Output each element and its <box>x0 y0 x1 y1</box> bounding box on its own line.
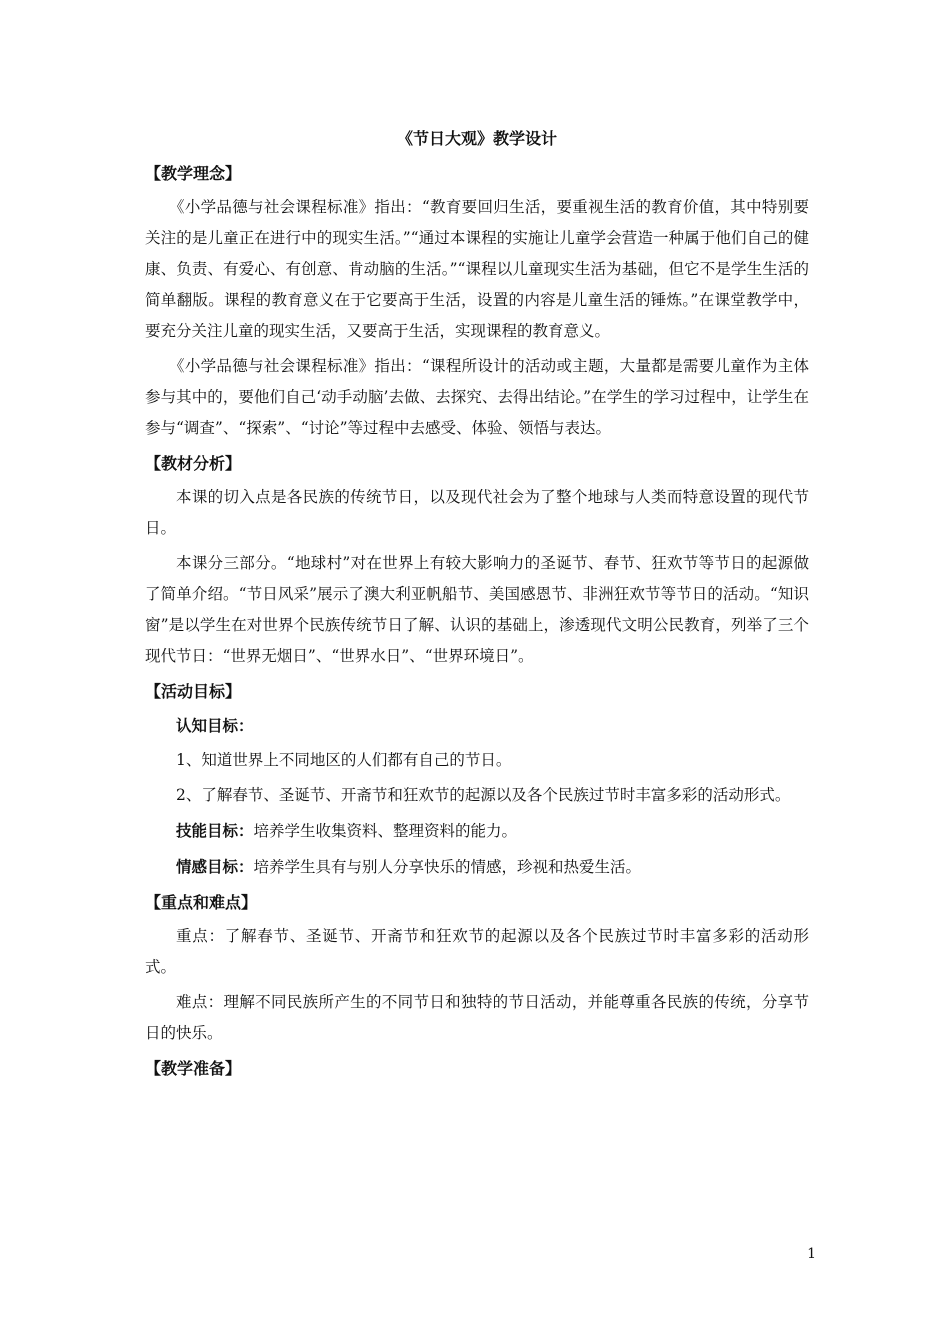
skill-goal-text: 培养学生收集资料、整理资料的能力。 <box>253 822 518 840</box>
cognitive-goal-item-2: 2、了解春节、圣诞节、开斋节和狂欢节的起源以及各个民族过节时丰富多彩的活动形式。 <box>176 786 791 804</box>
section-heading-philosophy: 【教学理念】 <box>145 164 242 183</box>
section-heading-analysis: 【教材分析】 <box>145 454 242 473</box>
analysis-paragraph-1: 本课的切入点是各民族的传统节日，以及现代社会为了整个地球与人类而特意设置的现代节日。 <box>145 488 809 537</box>
cognitive-goal-item-1: 1、知道世界上不同地区的人们都有自己的节日。 <box>176 751 512 769</box>
document-title: 《节日大观》教学设计 <box>396 129 557 148</box>
focus-difficulty: 难点：理解不同民族所产生的不同节日和独特的节日活动，并能尊重各民族的传统，分享节日的快乐。 <box>145 993 809 1042</box>
analysis-paragraph-2: 本课分三部分。“地球村”对在世界上有较大影响力的圣诞节、春节、狂欢节等节日的起源做了简单介绍。“节日风采”展示了澳大利亚帆船节、美国感恩节、非洲狂欢节等节日的活动。“知识窗”是以学生在对世界个民族传统节日了解、认识的基础上，渗透现代文明公民教育，列举了三个现代节日：“世界无烟日”、“世界水日”、“世界环境日”。 <box>145 554 809 665</box>
emotion-goal <box>145 851 809 883</box>
section-heading-goals: 【活动目标】 <box>145 682 242 701</box>
emotion-goal-label: 情感目标： <box>176 857 254 876</box>
document-body <box>145 124 809 1087</box>
focus-key-point: 重点：了解春节、圣诞节、开斋节和狂欢节的起源以及各个民族过节时丰富多彩的活动形式。 <box>145 927 809 976</box>
philosophy-paragraph-1: 《小学品德与社会课程标准》指出：“教育要回归生活，要重视生活的教育价值，其中特别要关注的是儿童正在进行中的现实生活。”“通过本课程的实施让儿童学会营造一种属于他们自己的健康、负责、有爱心、有创意、肯动脑的生活。”“课程以儿童现实生活为基础，但它不是学生生活的简单翻版。课程的教育意义在于它要高于生活，设置的内容是儿童生活的锤炼。”在课堂教学中，要充分关注儿童的现实生活，又要高于生活，实现课程的教育意义。 <box>145 198 809 340</box>
section-heading-preparation: 【教学准备】 <box>145 1059 242 1078</box>
emotion-goal-text: 培养学生具有与别人分享快乐的情感，珍视和热爱生活。 <box>253 858 642 876</box>
cognitive-goals-label: 认知目标： <box>176 716 254 735</box>
skill-goal <box>145 815 809 847</box>
page-number: 1 <box>807 1246 816 1262</box>
skill-goal-label: 技能目标： <box>176 821 254 840</box>
philosophy-paragraph-2: 《小学品德与社会课程标准》指出：“课程所设计的活动或主题，大量都是需要儿童作为主体参与其中的，要他们自己‘动手动脑’去做、去探究、去得出结论。”在学生的学习过程中，让学生在参与“调查”、“探索”、“讨论”等过程中去感受、体验、领悟与表达。 <box>145 357 809 437</box>
section-heading-focus: 【重点和难点】 <box>145 893 258 912</box>
